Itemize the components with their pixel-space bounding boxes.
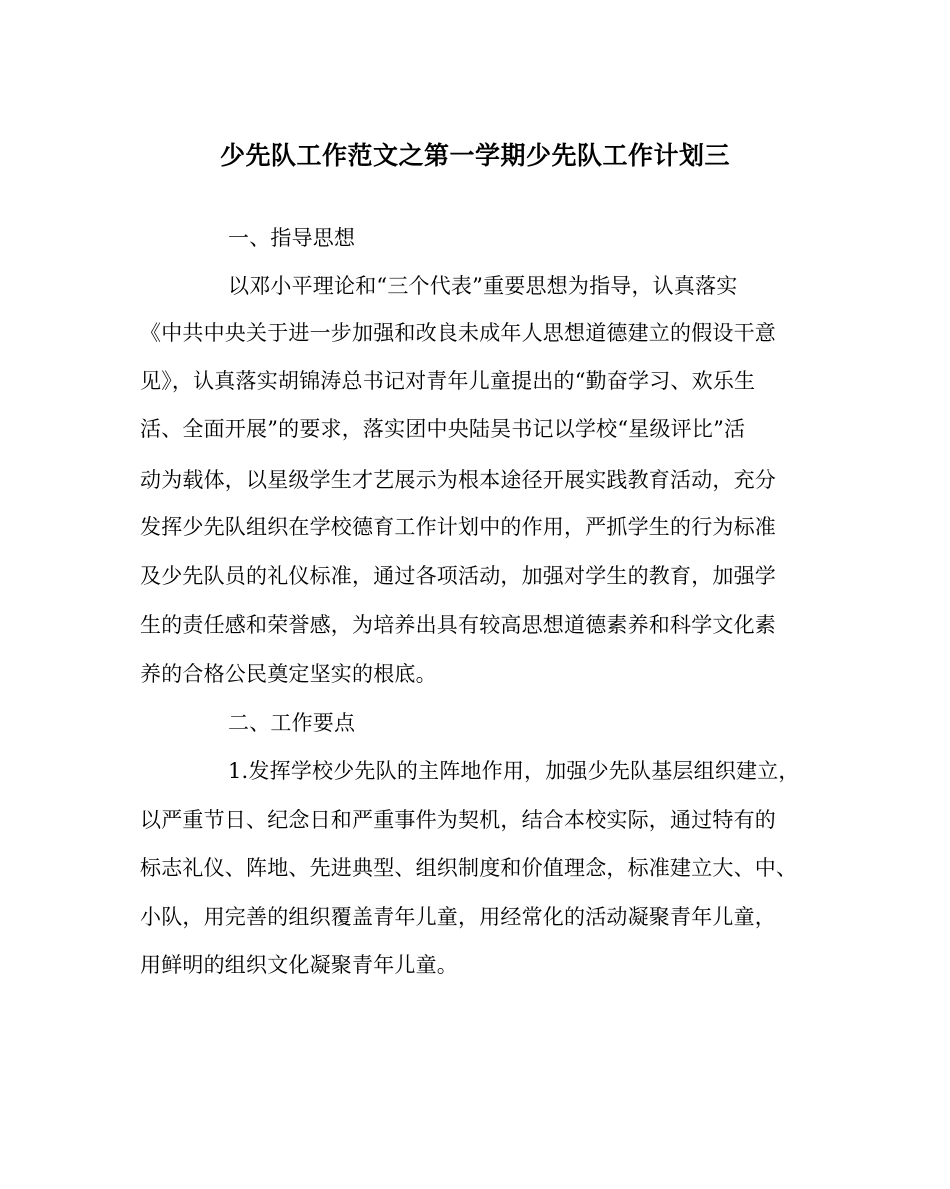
section-heading-guiding-ideology: 一、指导思想	[228, 226, 356, 250]
paragraph-line: 发挥少先队组织在学校德育工作计划中的作用，严抓学生的行为标准	[140, 515, 776, 539]
paragraph-line: 以严重节日、纪念日和严重事件为契机，结合本校实际，通过特有的	[140, 808, 776, 832]
paragraph-line: 以邓小平理论和“三个代表”重要思想为指导，认真落实	[228, 274, 738, 298]
paragraph-line: 生的责任感和荣誉感，为培养出具有较高思想道德素养和科学文化素	[140, 613, 776, 637]
paragraph-line: 1.发挥学校少先队的主阵地作用，加强少先队基层组织建立，	[228, 759, 800, 783]
paragraph-line: 动为载体，以星级学生才艺展示为根本途径开展实践教育活动，充分	[140, 468, 776, 492]
paragraph-line: 小队，用完善的组织覆盖青年儿童，用经常化的活动凝聚青年儿童，	[140, 905, 776, 929]
document-title: 少先队工作范文之第一学期少先队工作计划三	[219, 141, 730, 170]
paragraph-line: 见》，认真落实胡锦涛总书记对青年儿童提出的“勤奋学习、欢乐生	[140, 369, 756, 393]
paragraph-line: 养的合格公民奠定坚实的根底。	[140, 662, 437, 686]
paragraph-line: 《中共中央关于进一步加强和改良未成年人思想道德建立的假设干意	[140, 321, 776, 345]
section-heading-work-points: 二、工作要点	[228, 711, 356, 735]
paragraph-line: 用鲜明的组织文化凝聚青年儿童。	[140, 953, 458, 977]
paragraph-line: 及少先队员的礼仪标准，通过各项活动，加强对学生的教育，加强学	[140, 564, 776, 588]
paragraph-line: 活、全面开展”的要求，落实团中央陆昊书记以学校“星级评比”活	[140, 417, 746, 441]
paragraph-line: 标志礼仪、阵地、先进典型、组织制度和价值理念，标准建立大、中、	[140, 856, 798, 880]
